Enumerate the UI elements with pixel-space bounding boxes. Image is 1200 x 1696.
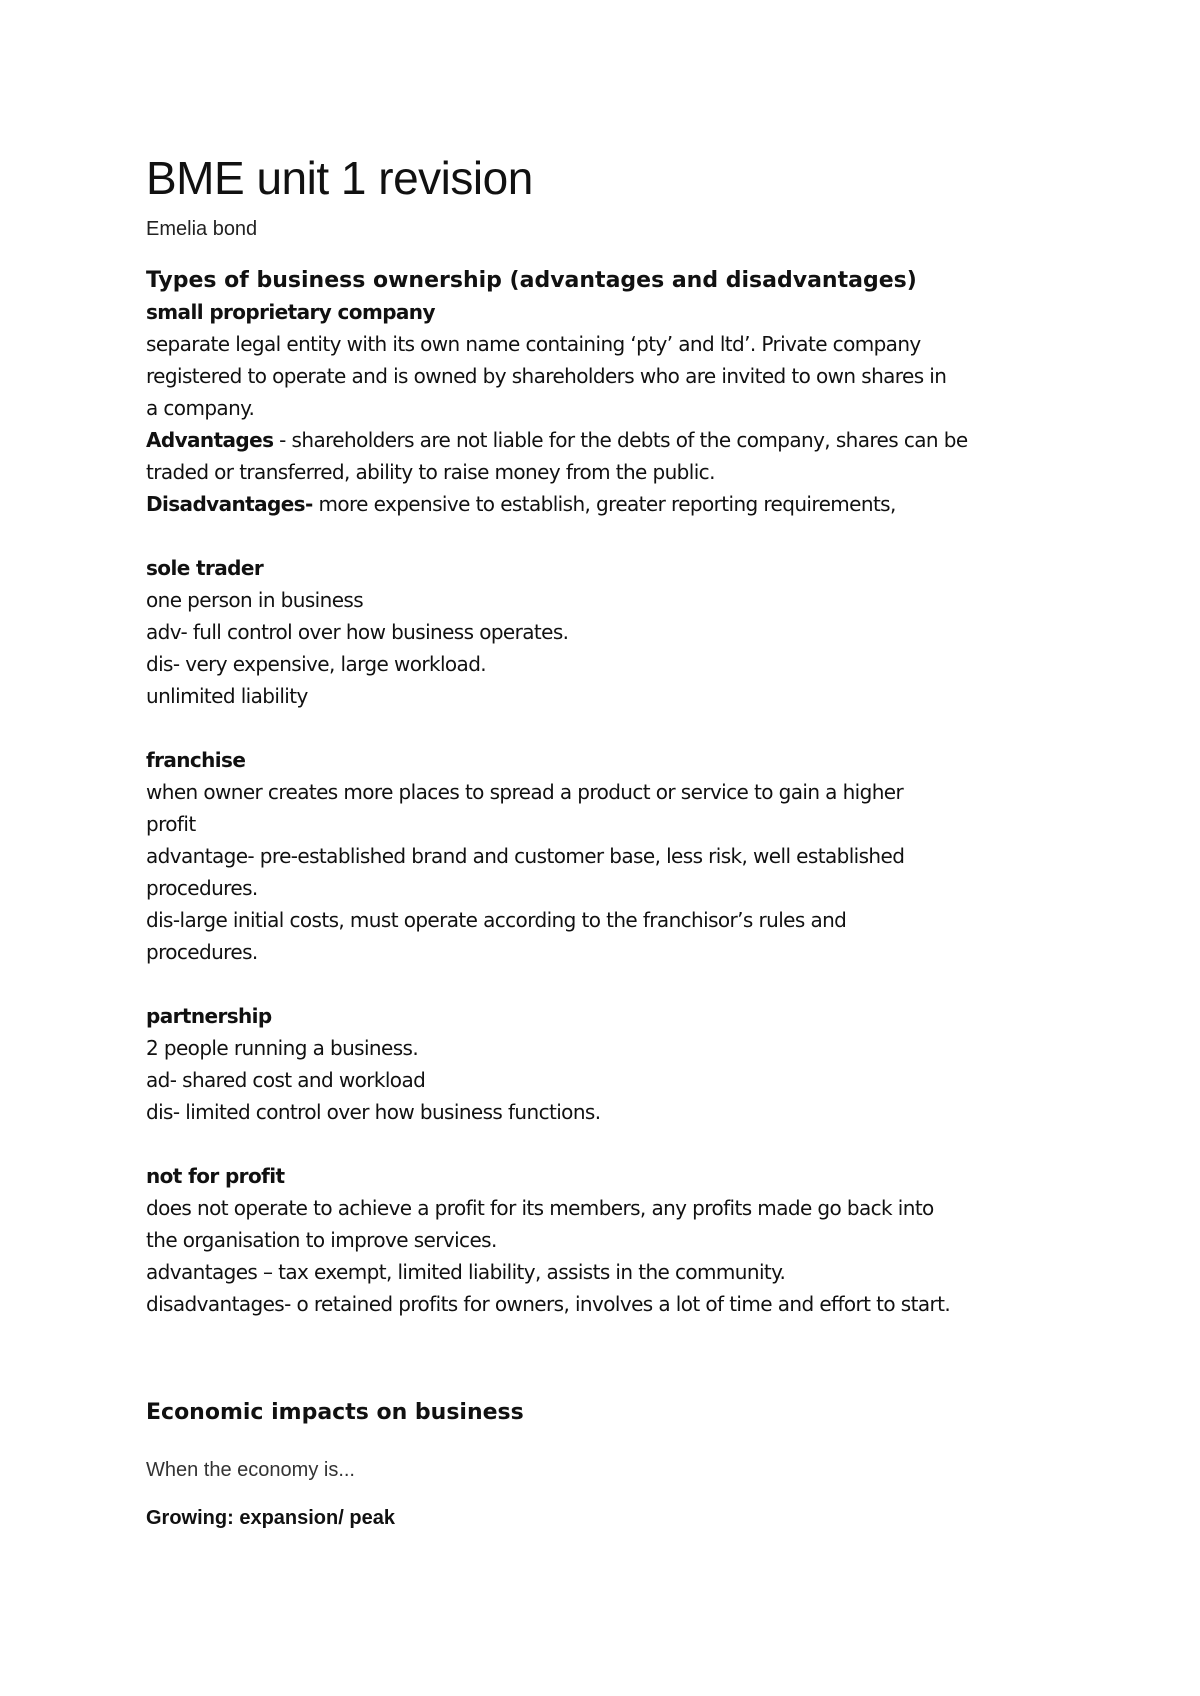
subheading-franchise: franchise [146, 748, 246, 772]
author-name: Emelia bond [146, 218, 258, 240]
subheading-partnership: partnership [146, 1004, 272, 1028]
spacer [146, 712, 1086, 744]
paragraph-line: a company. [146, 396, 255, 420]
spacer [146, 1128, 1086, 1160]
advantages-text: - shareholders are not liable for the debts of the company, shares can be [273, 428, 968, 452]
paragraph-line: 2 people running a business. [146, 1036, 419, 1060]
paragraph-line: does not operate to achieve a profit for its members, any profits made go back into [146, 1196, 934, 1220]
paragraph-line: adv- full control over how business operates. [146, 620, 569, 644]
paragraph-line: procedures. [146, 940, 258, 964]
subheading-sole-trader: sole trader [146, 556, 264, 580]
paragraph-line: ad- shared cost and workload [146, 1068, 426, 1092]
section-heading-ownership: Types of business ownership (advantages and disadvantages) [146, 268, 917, 293]
paragraph-line: one person in business [146, 588, 364, 612]
paragraph-line: traded or transferred, ability to raise money from the public. [146, 460, 715, 484]
paragraph-line: dis- limited control over how business functions. [146, 1100, 601, 1124]
paragraph-line: dis- very expensive, large workload. [146, 652, 487, 676]
disadvantages-label: Disadvantages- [146, 492, 313, 516]
paragraph-line: unlimited liability [146, 684, 308, 708]
paragraph-line: advantage- pre-established brand and customer base, less risk, well established [146, 844, 905, 868]
paragraph-line: when owner creates more places to spread a product or service to gain a higher [146, 780, 904, 804]
paragraph-line: dis-large initial costs, must operate according to the franchisor’s rules and [146, 908, 847, 932]
growing-phase-heading: Growing: expansion/ peak [146, 1507, 395, 1529]
paragraph-line: disadvantages- o retained profits for owners, involves a lot of time and effort to start. [146, 1292, 951, 1316]
subheading-small-proprietary: small proprietary company [146, 300, 435, 324]
paragraph-line: advantages – tax exempt, limited liability, assists in the community. [146, 1260, 786, 1284]
disadvantages-line [146, 488, 1086, 520]
disadvantages-text: more expensive to establish, greater reporting requirements, [312, 492, 896, 516]
document-body [146, 148, 1086, 1532]
paragraph-line: registered to operate and is owned by shareholders who are invited to own shares in [146, 364, 947, 388]
paragraph-line: separate legal entity with its own name containing ‘pty’ and ltd’. Private company [146, 332, 921, 356]
paragraph-line: procedures. [146, 876, 258, 900]
spacer [146, 520, 1086, 552]
document-title: BME unit 1 revision [146, 152, 533, 204]
economy-lead-text: When the economy is... [146, 1459, 355, 1481]
spacer [146, 968, 1086, 1000]
advantages-label: Advantages [146, 428, 274, 452]
section-heading-economic-impacts: Economic impacts on business [146, 1400, 524, 1425]
paragraph-line: the organisation to improve services. [146, 1228, 497, 1252]
subheading-not-for-profit: not for profit [146, 1164, 285, 1188]
spacer [146, 1320, 1086, 1376]
advantages-line [146, 424, 1086, 456]
paragraph-line: profit [146, 812, 196, 836]
